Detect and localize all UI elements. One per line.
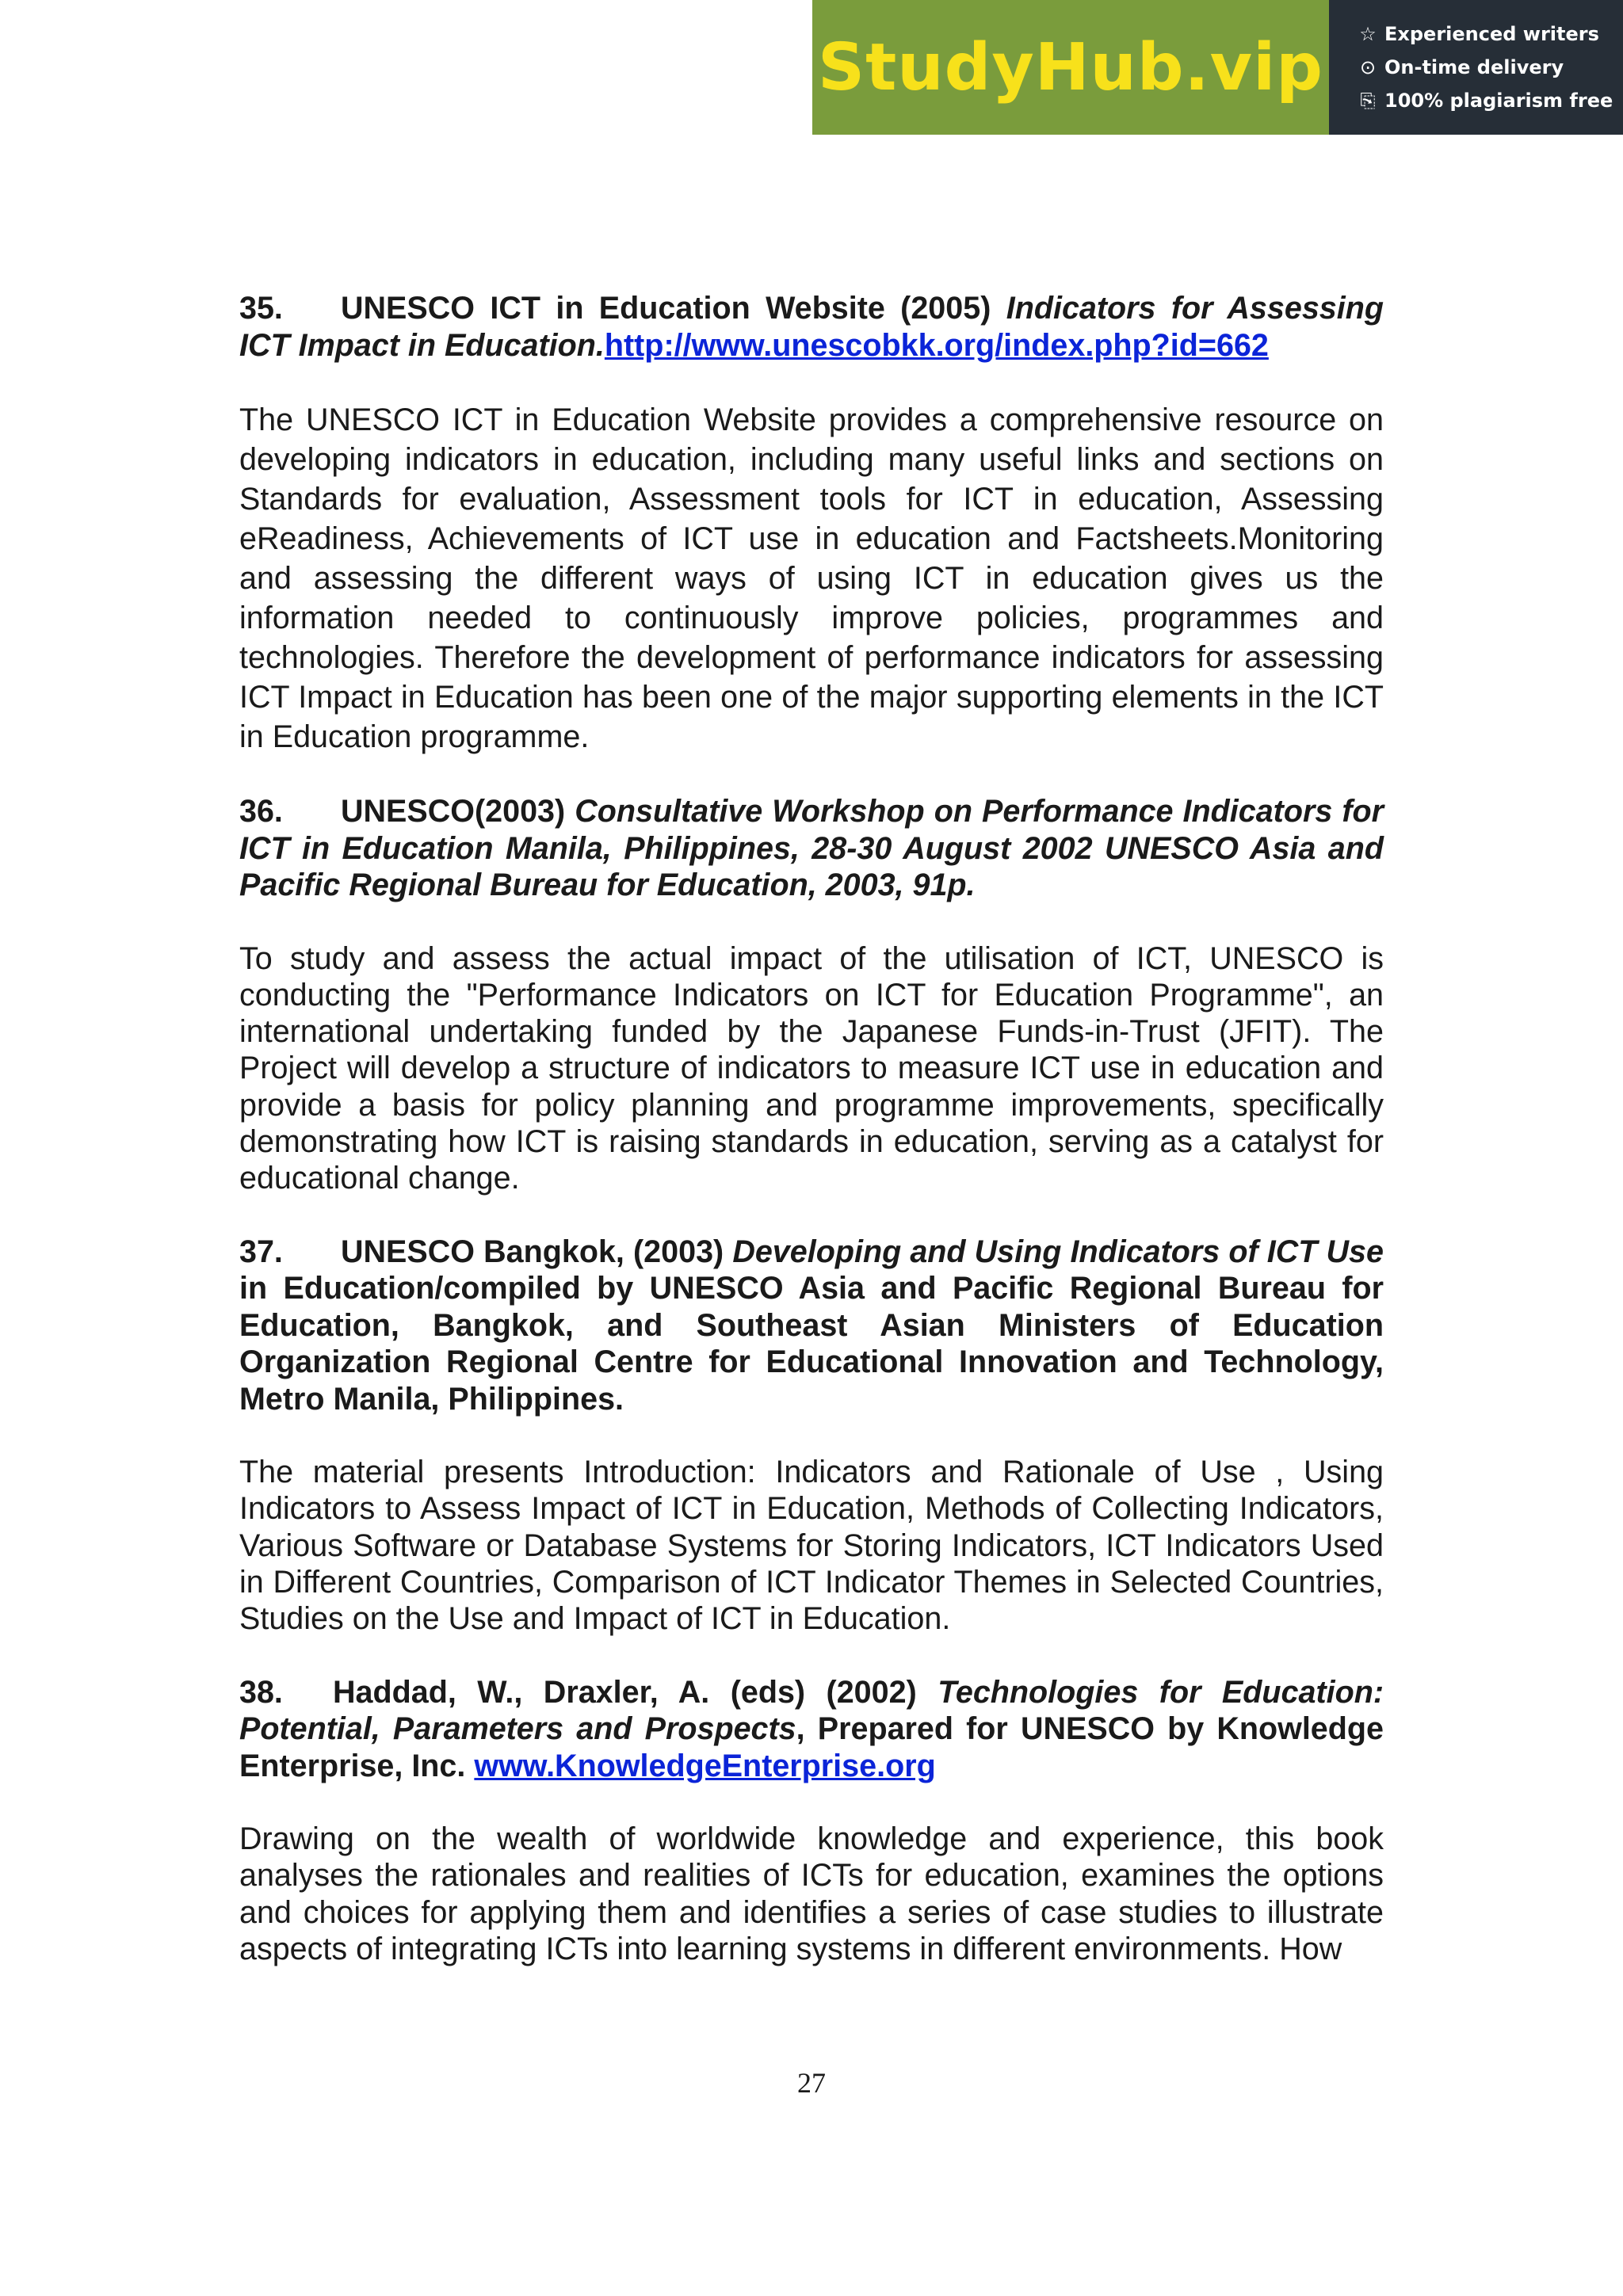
- reference-description-38: Drawing on the wealth of worldwide knowledge and experience, this book analyses the rationales and realities of ICTs for education, examines the options and choices for applying them and identifies a series of case studies to illustrate aspects of integrating ICTs into learning systems in different environments. How: [239, 1821, 1384, 1966]
- logo-text: StudyHub.vip: [818, 29, 1323, 105]
- reference-description-36: To study and assess the actual impact of the utilisation of ICT, UNESCO is conducting the "Performance Indicators on ICT for Education Programme", an international undertaking funded by the Japanese Funds-in-Trust (JFIT). The Project will develop a structure of indicators to measure ICT use in education and provide a basis for policy planning and programme improvements, specifically demonstrating how ICT is raising standards in education, serving as a catalyst for educational change.: [239, 940, 1384, 1196]
- feature-experienced-writers: [1358, 17, 1623, 51]
- reference-link[interactable]: http://www.unescobkk.org/index.php?id=662: [604, 327, 1269, 363]
- reference-heading-38: [239, 1674, 1384, 1785]
- reference-author: Haddad, W., Draxler, A. (eds) (2002): [333, 1674, 938, 1710]
- reference-number: 35.: [239, 291, 283, 326]
- feature-on-time-delivery: [1358, 51, 1623, 84]
- page-number: 27: [797, 2067, 826, 2099]
- star-outline-icon: ☆: [1359, 23, 1377, 45]
- reference-number: 36.: [239, 794, 283, 829]
- reference-heading-35: [239, 290, 1384, 364]
- reference-heading-37: [239, 1234, 1384, 1418]
- copy-check-icon: ⎘: [1360, 90, 1376, 112]
- reference-title: Indicators for Assessing ICT Impact in Education.: [239, 291, 1384, 363]
- reference-number: 38.: [239, 1674, 283, 1710]
- feature-label: On-time delivery: [1384, 56, 1564, 78]
- reference-publisher: , Prepared for UNESCO by Knowledge Enterprise, Inc.: [239, 1711, 1384, 1783]
- feature-plagiarism-free: [1358, 84, 1623, 117]
- studyhub-logo[interactable]: [812, 0, 1329, 135]
- document-body: [239, 290, 1384, 1967]
- reference-author: UNESCO ICT in Education Website (2005): [341, 291, 1006, 326]
- feature-list: [1329, 0, 1623, 135]
- reference-publisher: in Education/compiled by UNESCO Asia and Pacific Regional Bureau for Education, Bangkok, and Southeast Asian Ministers of Education Organization Regional Centre for Educational Innovation and Technology, Metro Manila, Philippines.: [239, 1271, 1384, 1417]
- reference-number: 37.: [239, 1234, 283, 1269]
- feature-label: 100% plagiarism free: [1384, 90, 1613, 112]
- reference-title: Technologies for Education: Potential, Parameters and Prospects: [239, 1674, 1384, 1747]
- reference-author: UNESCO(2003): [341, 794, 575, 829]
- reference-link[interactable]: www.KnowledgeEnterprise.org: [474, 1748, 936, 1783]
- feature-label: Experienced writers: [1384, 23, 1599, 45]
- reference-description-37: The material presents Introduction: Indicators and Rationale of Use , Using Indicators to Assess Impact of ICT in Education, Methods of Collecting Indicators, Various Software or Database Systems for Storing Indicators, ICT Indicators Used in Different Countries, Comparison of ICT Indicator Themes in Selected Countries, Studies on the Use and Impact of ICT in Education.: [239, 1455, 1384, 1637]
- reference-heading-36: [239, 793, 1384, 904]
- reference-author: UNESCO Bangkok, (2003): [341, 1234, 733, 1269]
- clock-icon: ⊙: [1359, 56, 1377, 78]
- reference-description-35: The UNESCO ICT in Education Website provides a comprehensive resource on developing indicators in education, including many useful links and sections on Standards for evaluation, Assessment tools for ICT in education, Assessing eReadiness, Achievements of ICT use in education and Factsheets.Monitoring and assessing the different ways of using ICT in education gives us the information needed to continuously improve policies, programmes and technologies. Therefore the development of performance indicators for assessing ICT Impact in Education has been one of the major supporting elements in the ICT in Education programme.: [239, 402, 1384, 754]
- reference-title: Consultative Workshop on Performance Indicators for ICT in Education Manila, Philippines, 28-30 August 2002 UNESCO Asia and Pacific Regional Bureau for Education, 2003, 91p.: [239, 794, 1384, 902]
- reference-title: Developing and Using Indicators of ICT Use: [732, 1234, 1384, 1269]
- studyhub-banner[interactable]: [812, 0, 1623, 135]
